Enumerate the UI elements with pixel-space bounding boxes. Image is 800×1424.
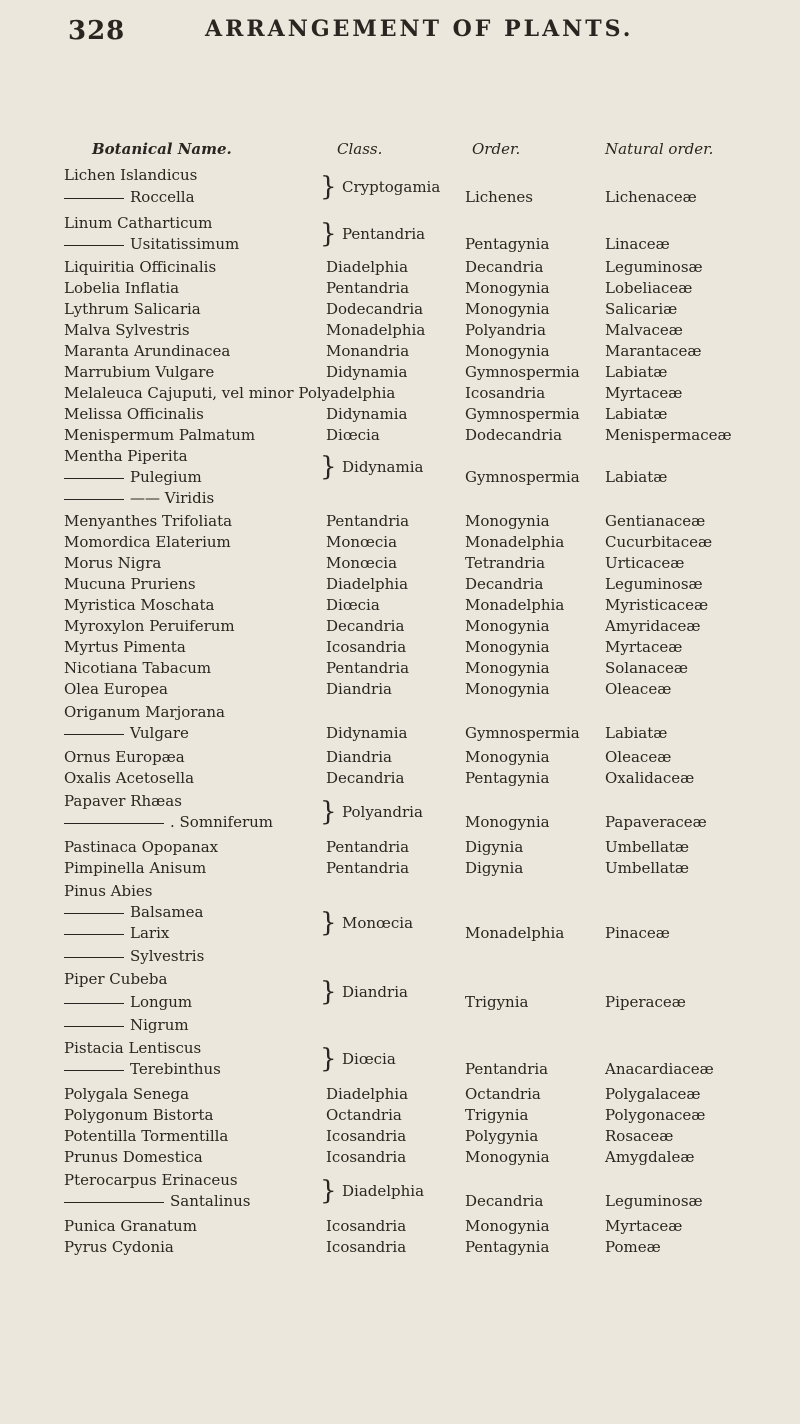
order-name: Monadelphia — [465, 533, 565, 551]
botanical-name — [64, 320, 190, 340]
botanical-name — [64, 902, 203, 922]
order-name: Decandria — [465, 258, 544, 276]
botanical-name-text: Potentilla Tormentilla — [64, 1127, 229, 1145]
natural-order-name: Anacardiaceæ — [605, 1060, 714, 1078]
botanical-name — [64, 446, 188, 466]
natural-order-name: Lichenaceæ — [605, 188, 697, 206]
botanical-name-text: Nigrum — [130, 1016, 189, 1034]
botanical-name — [64, 1216, 197, 1236]
natural-order-name: Labiatæ — [605, 363, 668, 381]
botanical-name — [64, 969, 167, 989]
botanical-name — [64, 532, 231, 552]
botanical-name-text: Pterocarpus Erinaceus — [64, 1171, 238, 1189]
botanical-name-text: Lythrum Salicaria — [64, 300, 201, 318]
order-name: Pentagynia — [465, 1238, 550, 1256]
ditto-dash — [64, 1202, 164, 1203]
botanical-name-text: Malva Sylvestris — [64, 321, 190, 339]
ditto-dash — [64, 1003, 124, 1004]
ditto-dash — [64, 499, 124, 500]
natural-order-name: Piperaceæ — [605, 993, 686, 1011]
class-name: Diœcia — [326, 426, 380, 444]
natural-order-name: Oxalidaceæ — [605, 769, 695, 787]
order-name: Polygynia — [465, 1127, 539, 1145]
order-name: Monogynia — [465, 659, 550, 677]
class-name: Monœcia — [326, 533, 398, 551]
botanical-name-text: Mucuna Pruriens — [64, 575, 196, 593]
natural-order-name: Gentianaceæ — [605, 512, 706, 530]
botanical-name — [64, 1105, 213, 1125]
botanical-name-text: Polygonum Bistorta — [64, 1106, 214, 1124]
botanical-name-text: Santalinus — [170, 1192, 251, 1210]
order-name: Monogynia — [465, 1148, 550, 1166]
order-name: Pentandria — [465, 1060, 549, 1078]
botanical-name-text: Usitatissimum — [130, 235, 240, 253]
botanical-name — [64, 702, 225, 722]
order-name: Octandria — [465, 1085, 541, 1103]
class-name: } Didynamia — [320, 452, 424, 482]
class-name: Pentandria — [326, 859, 410, 877]
natural-order-name: Leguminosæ — [605, 258, 703, 276]
order-name: Gymnospermia — [465, 724, 580, 742]
ditto-dash — [64, 245, 124, 246]
natural-order-name: Rosaceæ — [605, 1127, 674, 1145]
order-name: Digynia — [465, 859, 524, 877]
page-header — [0, 16, 800, 56]
botanical-name-text: Maranta Arundinacea — [64, 342, 231, 360]
order-name: Polyandria — [465, 321, 546, 339]
order-name: Gymnospermia — [465, 405, 580, 423]
botanical-name-text: Linum Catharticum — [64, 214, 213, 232]
botanical-name — [64, 257, 216, 277]
class-name: Pentandria — [326, 279, 410, 297]
botanical-name — [64, 467, 202, 487]
botanical-name — [64, 637, 186, 657]
class-name: } Diandria — [320, 977, 408, 1007]
botanical-name — [64, 1170, 238, 1190]
botanical-name-text: Momordica Elaterium — [64, 533, 231, 551]
class-name: Diadelphia — [326, 1085, 409, 1103]
class-name: Didynamia — [326, 363, 408, 381]
header-class: Class. — [337, 140, 383, 158]
ditto-dash — [64, 934, 124, 935]
class-name: } Polyandria — [320, 797, 423, 827]
botanical-name — [64, 946, 204, 966]
botanical-name — [64, 574, 196, 594]
botanical-name — [64, 553, 161, 573]
botanical-name-text: —— Viridis — [130, 489, 215, 507]
class-name: } Pentandria — [320, 219, 426, 249]
botanical-name-text: Pistacia Lentiscus — [64, 1039, 202, 1057]
natural-order-name: Myristicaceæ — [605, 596, 709, 614]
grouping-brace: } — [320, 908, 337, 938]
class-name: Diadelphia — [326, 258, 409, 276]
botanical-name-text: Lichen Islandicus — [64, 166, 198, 184]
botanical-name — [64, 837, 218, 857]
natural-order-name: Myrtaceæ — [605, 1217, 683, 1235]
botanical-name-text: Nicotiana Tabacum — [64, 659, 212, 677]
class-name: Icosandria — [326, 1127, 407, 1145]
natural-order-name: Malvaceæ — [605, 321, 683, 339]
botanical-name — [64, 299, 201, 319]
order-name: Monogynia — [465, 680, 550, 698]
botanical-name-text: Papaver Rhæas — [64, 792, 182, 810]
order-name: Monogynia — [465, 617, 550, 635]
natural-order-name: Pomeæ — [605, 1238, 661, 1256]
class-name: Didynamia — [326, 405, 408, 423]
order-name: Monogynia — [465, 300, 550, 318]
botanical-name-text: Origanum Marjorana — [64, 703, 225, 721]
order-name: Digynia — [465, 838, 524, 856]
botanical-name-text: Roccella — [130, 188, 195, 206]
botanical-name — [64, 1015, 189, 1035]
class-name: Monœcia — [326, 554, 398, 572]
natural-order-name: Cucurbitaceæ — [605, 533, 713, 551]
botanical-name-text: Terebinthus — [130, 1060, 221, 1078]
botanical-name-text: Oxalis Acetosella — [64, 769, 195, 787]
order-name: Monogynia — [465, 638, 550, 656]
grouping-brace: } — [320, 172, 337, 202]
class-name: } Cryptogamia — [320, 172, 441, 202]
class-name: Pentandria — [326, 838, 410, 856]
order-name: Gymnospermia — [465, 468, 580, 486]
botanical-name-text: Melissa Officinalis — [64, 405, 204, 423]
header-order: Order. — [472, 140, 521, 158]
botanical-name — [64, 234, 239, 254]
class-name: Monandria — [326, 342, 410, 360]
botanical-name-text: Olea Europea — [64, 680, 168, 698]
natural-order-name: Myrtaceæ — [605, 638, 683, 656]
natural-order-name: Solanaceæ — [605, 659, 689, 677]
natural-order-name: Leguminosæ — [605, 1192, 703, 1210]
botanical-name-text: Piper Cubeba — [64, 970, 168, 988]
botanical-name — [64, 923, 169, 943]
botanical-name — [64, 658, 211, 678]
natural-order-name: Polygalaceæ — [605, 1085, 701, 1103]
botanical-name — [64, 341, 230, 361]
natural-order-name: Urticaceæ — [605, 554, 685, 572]
order-name: Monogynia — [465, 1217, 550, 1235]
ditto-dash — [64, 734, 124, 735]
order-name: Gymnospermia — [465, 363, 580, 381]
grouping-brace: } — [320, 1176, 337, 1206]
botanical-name — [64, 1038, 201, 1058]
order-name: Monogynia — [465, 813, 550, 831]
botanical-name — [64, 616, 235, 636]
botanical-name-text: Pimpinella Anisum — [64, 859, 207, 877]
column-headers — [0, 140, 800, 164]
grouping-brace: } — [320, 977, 337, 1007]
botanical-name-text: Pyrus Cydonia — [64, 1238, 174, 1256]
ditto-dash — [64, 957, 124, 958]
natural-order-name: Labiatæ — [605, 405, 668, 423]
botanical-name-text: Menispermum Palmatum — [64, 426, 256, 444]
botanical-name-text: Pulegium — [130, 468, 202, 486]
botanical-name-text: Lobelia Inflatia — [64, 279, 180, 297]
botanical-name-text: Ornus Europæa — [64, 748, 185, 766]
botanical-name — [64, 425, 255, 445]
natural-order-name: Labiatæ — [605, 468, 668, 486]
class-name: } Monœcia — [320, 908, 414, 938]
natural-order-name: Menispermaceæ — [605, 426, 732, 444]
botanical-name-text: Myristica Moschata — [64, 596, 215, 614]
natural-order-name: Lobeliaceæ — [605, 279, 693, 297]
class-name: Pentandria — [326, 659, 410, 677]
order-name: Pentagynia — [465, 235, 550, 253]
natural-order-name: Labiatæ — [605, 724, 668, 742]
botanical-name — [64, 812, 273, 832]
class-name: Monadelphia — [326, 321, 426, 339]
class-name: Decandria — [326, 617, 405, 635]
botanical-name-text: Punica Granatum — [64, 1217, 197, 1235]
botanical-name — [64, 1084, 189, 1104]
running-title: ARRANGEMENT OF PLANTS. — [205, 16, 634, 42]
class-name: Didynamia — [326, 724, 408, 742]
botanical-name — [64, 404, 204, 424]
class-name: Icosandria — [326, 1238, 407, 1256]
order-name: Lichenes — [465, 188, 533, 206]
botanical-name — [64, 1237, 174, 1257]
botanical-name-text: Marrubium Vulgare — [64, 363, 215, 381]
natural-order-name: Oleaceæ — [605, 680, 672, 698]
grouping-brace: } — [320, 452, 337, 482]
ditto-dash — [64, 823, 164, 824]
botanical-name-text: Menyanthes Trifoliata — [64, 512, 233, 530]
botanical-name-text: Myrtus Pimenta — [64, 638, 186, 656]
botanical-name-text: Prunus Domestica — [64, 1148, 203, 1166]
class-name: Decandria — [326, 769, 405, 787]
natural-order-name: Salicariæ — [605, 300, 678, 318]
class-name: Pentandria — [326, 512, 410, 530]
botanical-name-text: Mentha Piperita — [64, 447, 188, 465]
botanical-name — [64, 165, 197, 185]
ditto-dash — [64, 198, 124, 199]
botanical-name — [64, 791, 182, 811]
order-name: Decandria — [465, 575, 544, 593]
botanical-name — [64, 992, 192, 1012]
botanical-name-text: Balsamea — [130, 903, 204, 921]
grouping-brace: } — [320, 1044, 337, 1074]
ditto-dash — [64, 1026, 124, 1027]
botanical-name — [64, 1059, 221, 1079]
botanical-name — [64, 595, 215, 615]
natural-order-name: Polygonaceæ — [605, 1106, 706, 1124]
botanical-name — [64, 1191, 250, 1211]
botanical-name — [64, 1126, 228, 1146]
ditto-dash — [64, 478, 124, 479]
class-name: Diandria — [326, 680, 392, 698]
natural-order-name: Amyridaceæ — [605, 617, 701, 635]
order-name: Monogynia — [465, 279, 550, 297]
class-name: } Diœcia — [320, 1044, 396, 1074]
botanical-name — [64, 881, 152, 901]
class-name: Icosandria — [326, 638, 407, 656]
botanical-name-text: Sylvestris — [130, 947, 205, 965]
botanical-name — [64, 383, 395, 403]
order-name: Monogynia — [465, 748, 550, 766]
natural-order-name: Leguminosæ — [605, 575, 703, 593]
botanical-name — [64, 747, 185, 767]
botanical-name — [64, 362, 214, 382]
botanical-name — [64, 1147, 203, 1167]
header-botanical-name: Botanical Name. — [92, 140, 232, 158]
botanical-name — [64, 187, 195, 207]
botanical-name — [64, 511, 232, 531]
botanical-name-text: Pastinaca Opopanax — [64, 838, 219, 856]
grouping-brace: } — [320, 219, 337, 249]
order-name: Pentagynia — [465, 769, 550, 787]
botanical-name-text: Vulgare — [130, 724, 189, 742]
natural-order-name: Marantaceæ — [605, 342, 702, 360]
botanical-name-text: Larix — [130, 924, 170, 942]
class-name: Diœcia — [326, 596, 380, 614]
order-name: Monadelphia — [465, 924, 565, 942]
ditto-dash — [64, 913, 124, 914]
page-number: 328 — [68, 16, 126, 46]
order-name: Monogynia — [465, 342, 550, 360]
ditto-dash — [64, 1070, 124, 1071]
natural-order-name: Amygdaleæ — [605, 1148, 695, 1166]
order-name: Decandria — [465, 1192, 544, 1210]
botanical-name-text: Liquiritia Officinalis — [64, 258, 217, 276]
header-natural-order: Natural order. — [605, 140, 714, 158]
natural-order-name: Linaceæ — [605, 235, 670, 253]
order-name: Monadelphia — [465, 596, 565, 614]
botanical-name-text: Melaleuca Cajuputi, vel minor Polyadelphia — [64, 384, 396, 402]
class-name: Icosandria — [326, 1148, 407, 1166]
botanical-name — [64, 858, 206, 878]
botanical-name-text: Pinus Abies — [64, 882, 153, 900]
natural-order-name: Papaveraceæ — [605, 813, 707, 831]
order-name: Icosandria — [465, 384, 546, 402]
class-name: } Diadelphia — [320, 1176, 425, 1206]
botanical-name — [64, 213, 212, 233]
class-name: Diadelphia — [326, 575, 409, 593]
order-name: Monogynia — [465, 512, 550, 530]
natural-order-name: Pinaceæ — [605, 924, 670, 942]
class-name: Diandria — [326, 748, 392, 766]
natural-order-name: Myrtaceæ — [605, 384, 683, 402]
botanical-name — [64, 723, 189, 743]
grouping-brace: } — [320, 797, 337, 827]
class-name: Icosandria — [326, 1217, 407, 1235]
natural-order-name: Oleaceæ — [605, 748, 672, 766]
botanical-name — [64, 488, 214, 508]
botanical-name-text: Longum — [130, 993, 193, 1011]
botanical-name-text: . Somniferum — [170, 813, 274, 831]
natural-order-name: Umbellatæ — [605, 859, 690, 877]
class-name: Dodecandria — [326, 300, 424, 318]
botanical-name-text: Morus Nigra — [64, 554, 162, 572]
natural-order-name: Umbellatæ — [605, 838, 690, 856]
botanical-name — [64, 679, 168, 699]
order-name: Trigynia — [465, 993, 529, 1011]
botanical-name-text: Myroxylon Peruiferum — [64, 617, 235, 635]
order-name: Trigynia — [465, 1106, 529, 1124]
class-name: Octandria — [326, 1106, 402, 1124]
botanical-name-text: Polygala Senega — [64, 1085, 190, 1103]
botanical-name — [64, 278, 179, 298]
botanical-name — [64, 768, 194, 788]
order-name: Tetrandria — [465, 554, 546, 572]
order-name: Dodecandria — [465, 426, 563, 444]
